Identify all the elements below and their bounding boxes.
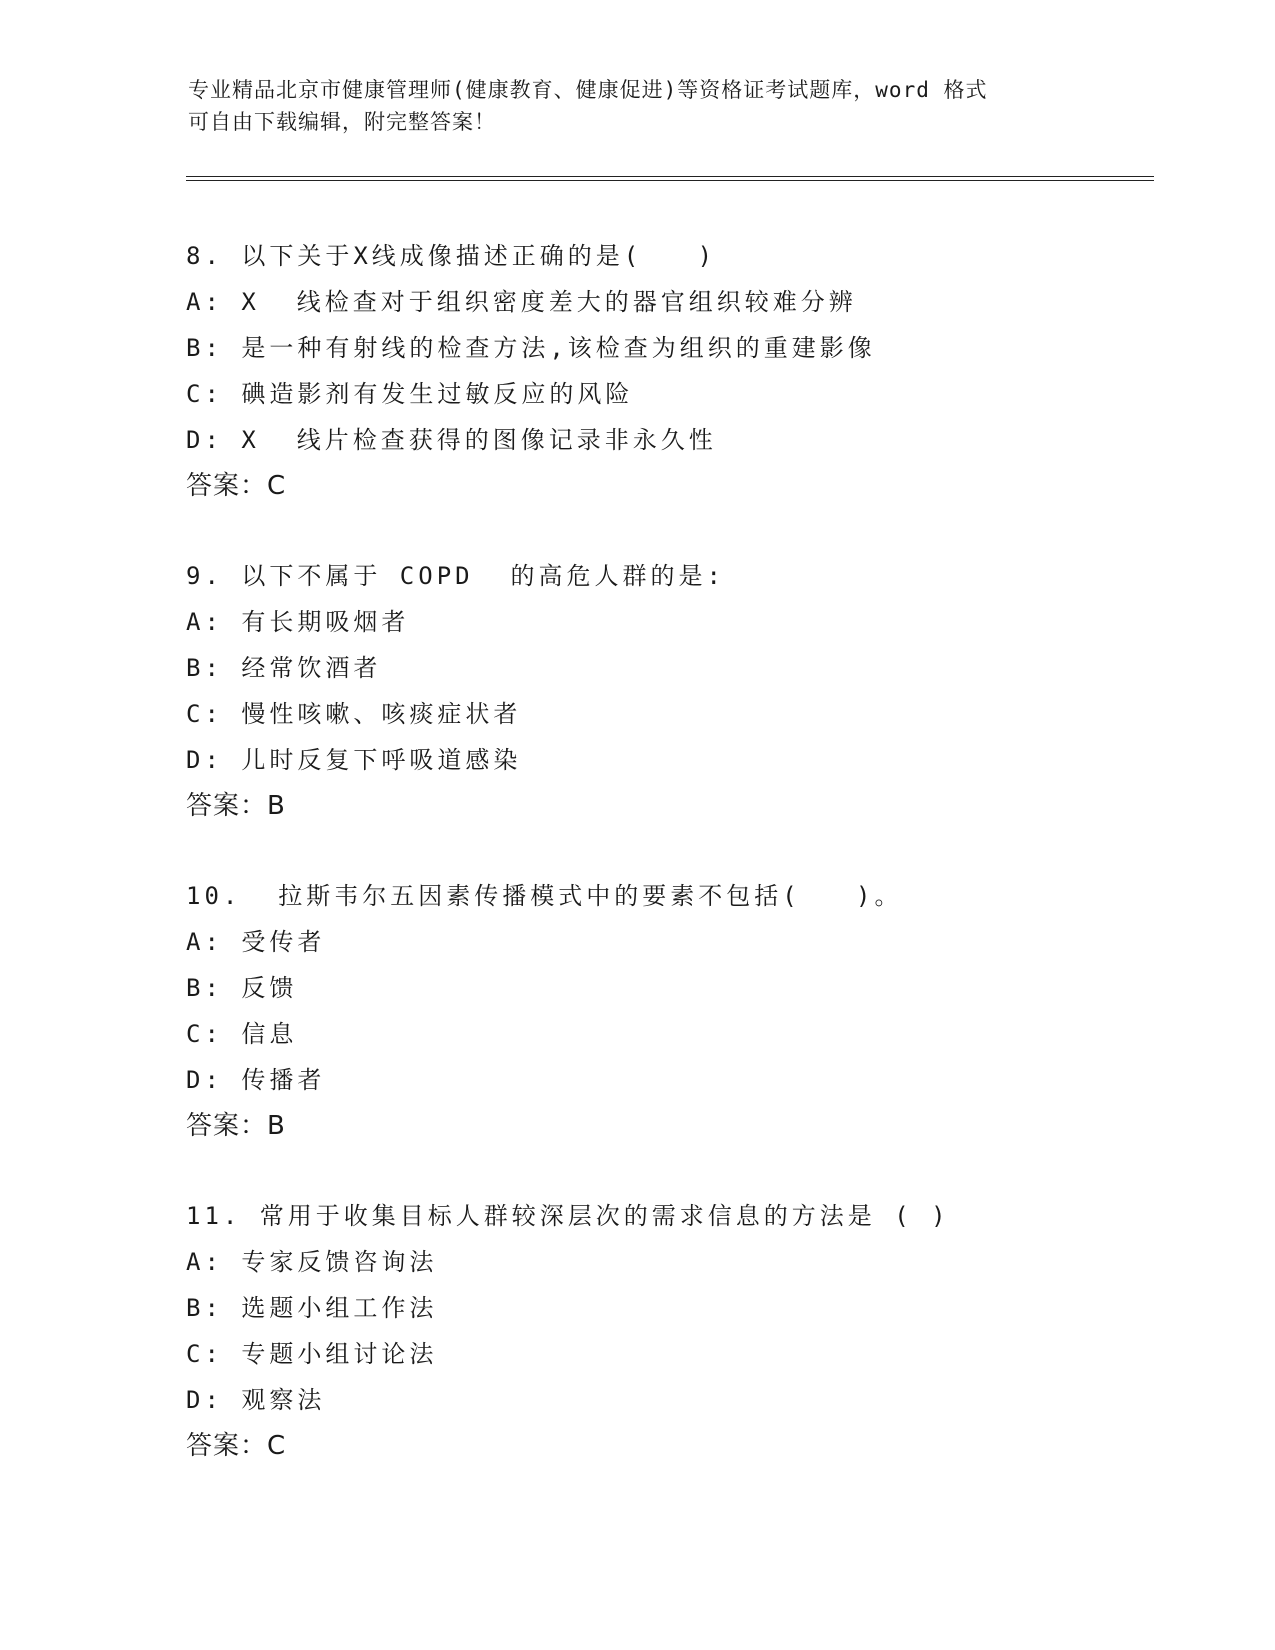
option-a: A: 受传者: [186, 928, 326, 956]
option-b: B: 经常饮酒者: [186, 654, 382, 682]
header-line-1: 专业精品北京市健康管理师(健康教育、健康促进)等资格证考试题库，word 格式: [188, 78, 988, 102]
option-c: C: 慢性咳嗽、咳痰症状者: [186, 700, 522, 728]
option-d: D: 观察法: [186, 1386, 326, 1414]
option-a: A: 专家反馈咨询法: [186, 1248, 438, 1276]
option-d: D: X 线片检查获得的图像记录非永久性: [186, 426, 717, 454]
question-stem: 10. 拉斯韦尔五因素传播模式中的要素不包括( )。: [186, 882, 903, 910]
question-8: [186, 233, 1186, 509]
option-a: A: 有长期吸烟者: [186, 608, 410, 636]
option-d: D: 儿时反复下呼吸道感染: [186, 746, 522, 774]
option-c: C: 碘造影剂有发生过敏反应的风险: [186, 380, 634, 408]
question-stem: 11. 常用于收集目标人群较深层次的需求信息的方法是 ( ): [186, 1202, 950, 1230]
option-b: B: 是一种有射线的检查方法,该检查为组织的重建影像: [186, 334, 876, 362]
option-b: B: 反馈: [186, 974, 298, 1002]
question-stem: 9. 以下不属于 COPD 的高危人群的是:: [186, 562, 725, 590]
answer-line: 答案：C: [186, 1431, 287, 1461]
question-9: [186, 553, 1186, 829]
question-10: [186, 873, 1186, 1149]
option-a: A: X 线检查对于组织密度差大的器官组织较难分辨: [186, 288, 857, 316]
option-c: C: 专题小组讨论法: [186, 1340, 438, 1368]
answer-line: 答案：B: [186, 1111, 286, 1141]
question-11: [186, 1193, 1186, 1469]
answer-line: 答案：C: [186, 471, 287, 501]
header-line-2: 可自由下载编辑，附完整答案！: [188, 110, 496, 134]
option-d: D: 传播者: [186, 1066, 326, 1094]
answer-line: 答案：B: [186, 791, 286, 821]
option-b: B: 选题小组工作法: [186, 1294, 438, 1322]
question-stem: 8. 以下关于X线成像描述正确的是( ): [186, 242, 717, 270]
option-c: C: 信息: [186, 1020, 298, 1048]
header-divider: [186, 176, 1154, 181]
question-list: [186, 233, 1186, 1513]
document-header: [188, 74, 1088, 138]
